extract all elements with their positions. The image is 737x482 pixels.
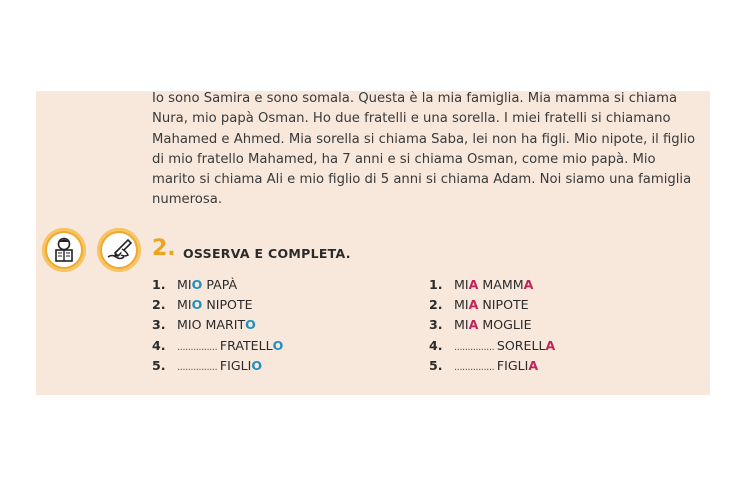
list-item: 2. MIO NIPOTE bbox=[152, 297, 253, 313]
list-item: 3. MIA MOGLIE bbox=[429, 317, 532, 333]
list-item: 1. MIO PAPÀ bbox=[152, 277, 238, 292]
blank-line[interactable]: ............... bbox=[177, 341, 220, 353]
blank-line[interactable]: ............... bbox=[454, 341, 497, 353]
blank-line[interactable]: ............... bbox=[177, 361, 220, 373]
masculine-column bbox=[152, 275, 283, 376]
exercise-title: OSSERVA E COMPLETA. bbox=[183, 246, 351, 261]
list-item: 3. MIO MARITO bbox=[152, 317, 256, 333]
reading-passage: Io sono Samira e sono somala. Questa è la mia famiglia. Mia mamma si chiama Nura, mio papà Osman. Ho due fratelli e una sorella. I miei fratelli si chiamano Mahamed e Ahmed. Mia sorella si chiama Saba, lei non ha figli. Mio nipote, il figlio di mio fratello Mahamed, ha 7 anni e si chiama Osman, come mio papà. Mio marito si chiama Ali e mio figlio di 5 anni si chiama Adam. Noi siamo una famiglia numerosa. bbox=[152, 91, 696, 208]
exercise-number: 2. bbox=[152, 236, 176, 261]
writing-icon bbox=[97, 228, 141, 272]
list-item: 1. MIA MAMMA bbox=[429, 277, 534, 292]
list-item: 5. ............... FIGLIO bbox=[152, 357, 263, 373]
feminine-column bbox=[429, 275, 555, 376]
list-item: 4. ............... SORELLA bbox=[429, 337, 556, 353]
list-item: 2. MIA NIPOTE bbox=[429, 297, 529, 313]
blank-line[interactable]: ............... bbox=[454, 361, 497, 373]
list-item: 5. ............... FIGLIA bbox=[429, 357, 539, 373]
list-item: 4. ............... FRATELLO bbox=[152, 337, 284, 353]
reading-icon bbox=[42, 228, 86, 272]
